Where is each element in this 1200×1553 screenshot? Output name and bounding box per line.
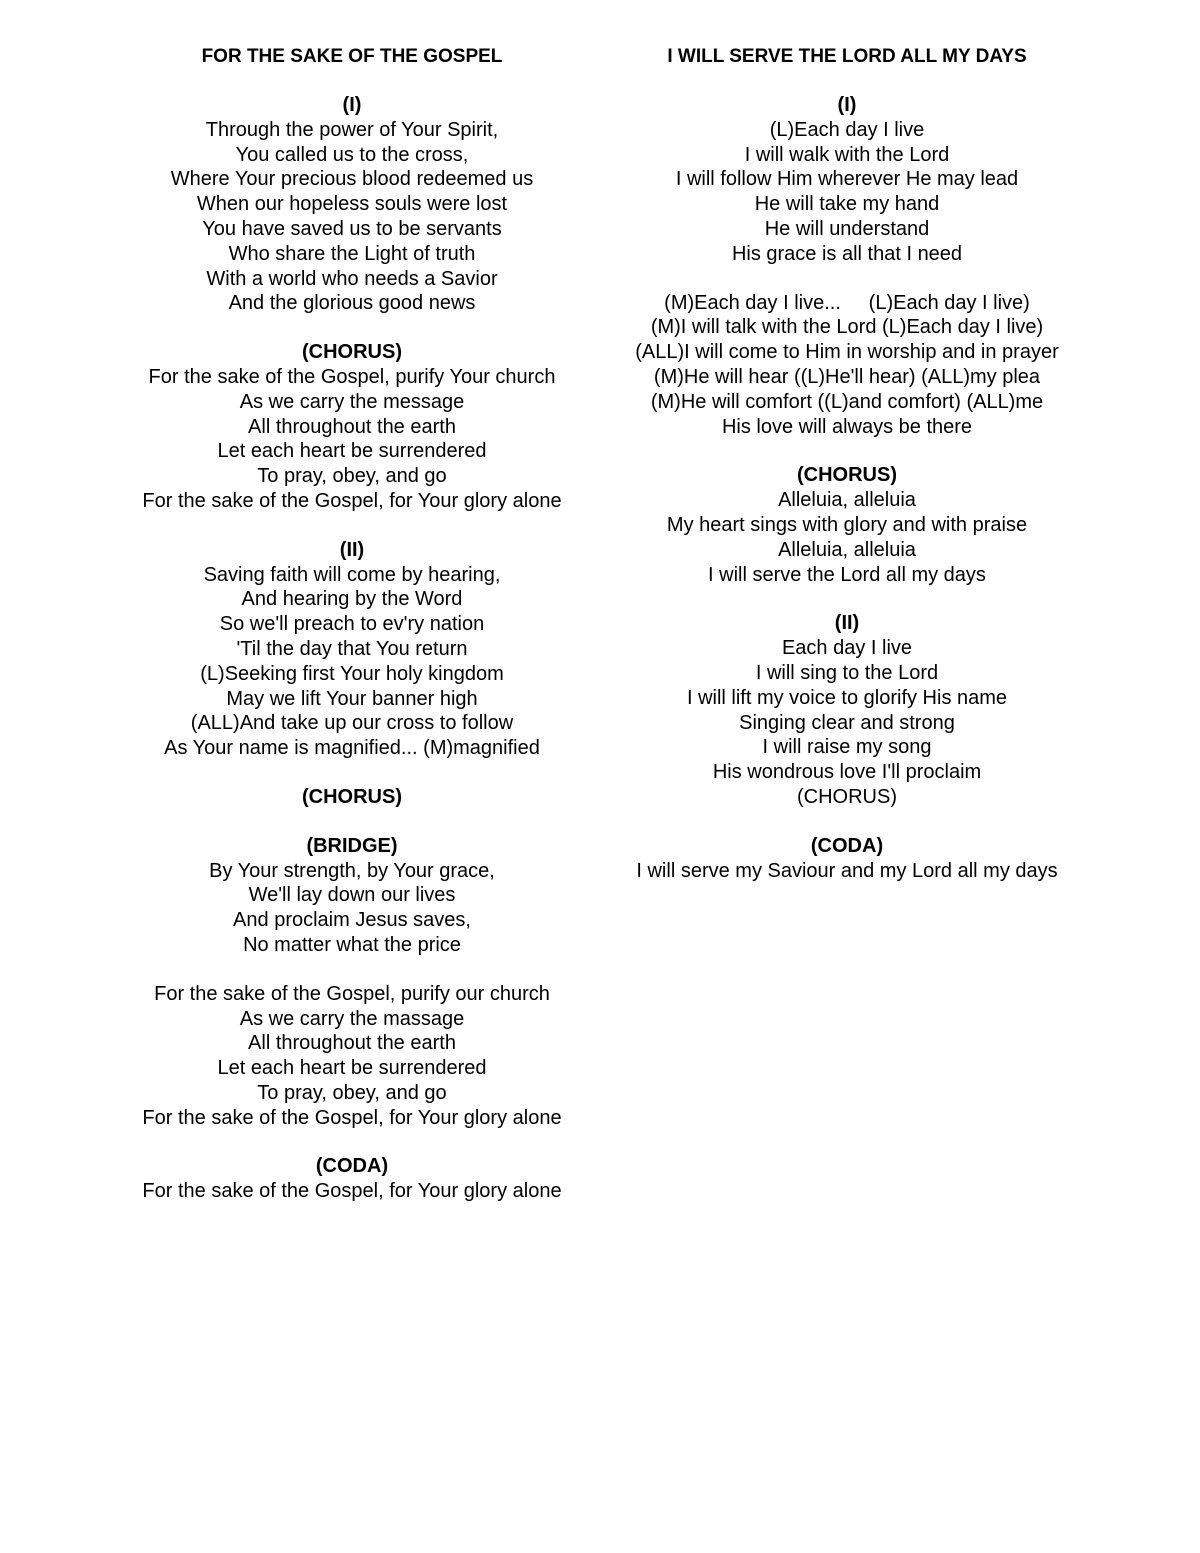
section-heading: (I) xyxy=(342,94,362,116)
lyric-line: To pray, obey, and go xyxy=(257,1081,447,1104)
lyric-section-bridge xyxy=(140,834,564,958)
section-heading: (CHORUS) xyxy=(302,341,402,364)
lyric-section-ii xyxy=(140,538,564,761)
lyric-section-continuation xyxy=(632,291,1062,440)
lyric-section-chorus xyxy=(632,463,1062,587)
section-heading: (BRIDGE) xyxy=(306,834,398,857)
lyric-line: His wondrous love I'll proclaim xyxy=(712,761,982,784)
lyric-line: Singing clear and strong xyxy=(739,711,955,734)
lyric-line: He will understand xyxy=(764,217,930,240)
lyric-line: I will serve the Lord all my days xyxy=(708,563,986,586)
lyric-line: For the sake of the Gospel, purify our church xyxy=(154,982,550,1005)
lyric-line: I will serve my Saviour and my Lord all my days xyxy=(636,859,1058,882)
lyric-line: As we carry the massage xyxy=(239,1007,465,1030)
lyric-section-chorus xyxy=(140,340,564,514)
lyric-line: (ALL)And take up our cross to follow xyxy=(190,712,514,735)
lyric-line: I will walk with the Lord xyxy=(744,143,950,166)
lyric-line: Each day I live xyxy=(781,637,913,660)
lyric-line: For the sake of the Gospel, for Your glory alone xyxy=(142,1106,562,1129)
lyric-section-ii xyxy=(632,611,1062,809)
lyric-section-chorus xyxy=(140,785,564,810)
lyric-line: For the sake of the Gospel, for Your glory alone xyxy=(142,1180,562,1203)
song-column-left xyxy=(140,44,564,1228)
song-title: I WILL SERVE THE LORD ALL MY DAYS xyxy=(667,46,1027,67)
lyric-line: (M)He will hear ((L)He'll hear) (ALL)my plea xyxy=(653,365,1041,388)
lyric-line: For the sake of the Gospel, purify Your church xyxy=(148,365,556,388)
lyric-section-continuation xyxy=(140,982,564,1131)
lyric-line: He will take my hand xyxy=(754,193,940,216)
section-heading: (CODA) xyxy=(315,1155,389,1178)
lyric-line: Let each heart be surrendered xyxy=(217,1057,487,1080)
lyric-line: Saving faith will come by hearing, xyxy=(203,563,501,586)
section-heading: (II) xyxy=(339,538,365,561)
lyric-line: No matter what the price xyxy=(243,933,461,956)
section-heading: (I) xyxy=(837,94,857,116)
section-heading: (II) xyxy=(834,612,860,635)
lyric-line: I will raise my song xyxy=(762,736,932,759)
lyric-line: By Your strength, by Your grace, xyxy=(209,859,495,882)
lyric-section-coda xyxy=(140,1154,564,1204)
lyric-line: My heart sings with glory and with praise xyxy=(666,513,1028,536)
lyric-line: Who share the Light of truth xyxy=(228,242,476,265)
lyric-line: (M)He will comfort ((L)and comfort) (ALL)me xyxy=(650,390,1044,413)
lyric-section-i xyxy=(140,93,564,316)
lyric-line: And proclaim Jesus saves, xyxy=(233,909,471,932)
lyric-line: We'll lay down our lives xyxy=(248,884,456,907)
lyric-line: (ALL)I will come to Him in worship and in prayer xyxy=(635,341,1059,364)
lyric-line: All throughout the earth xyxy=(248,1032,456,1055)
lyric-line: Alleluia, alleluia xyxy=(778,489,916,512)
lyric-line: 'Til the day that You return xyxy=(236,637,468,660)
lyric-line: So we'll preach to ev'ry nation xyxy=(219,613,485,636)
lyric-line: (L)Seeking first Your holy kingdom xyxy=(200,662,504,685)
lyric-line: To pray, obey, and go xyxy=(257,465,447,488)
lyric-line: You have saved us to be servants xyxy=(202,217,502,240)
lyric-line: I will follow Him wherever He may lead xyxy=(675,168,1019,191)
lyric-line: When our hopeless souls were lost xyxy=(196,193,508,216)
section-heading: (CHORUS) xyxy=(302,785,402,808)
section-heading: (CHORUS) xyxy=(797,464,897,487)
lyric-line: As we carry the message xyxy=(239,390,465,413)
lyric-line: All throughout the earth xyxy=(248,415,456,438)
lyric-line: Let each heart be surrendered xyxy=(217,440,487,463)
lyric-line: And the glorious good news xyxy=(228,292,476,315)
lyric-line: And hearing by the Word xyxy=(241,588,463,611)
lyric-line: (M)Each day I live... (L)Each day I live) xyxy=(664,291,1030,314)
song-title: FOR THE SAKE OF THE GOSPEL xyxy=(201,46,503,67)
song-column-right xyxy=(632,44,1062,907)
lyric-line: Through the power of Your Spirit, xyxy=(205,118,499,141)
lyric-line: With a world who needs a Savior xyxy=(206,267,498,290)
section-heading: (CODA) xyxy=(810,834,884,857)
lyric-line: I will sing to the Lord xyxy=(755,661,939,684)
lyric-line: (CHORUS) xyxy=(797,785,897,808)
lyric-line: May we lift Your banner high xyxy=(226,687,478,710)
lyric-line: You called us to the cross, xyxy=(235,143,469,166)
lyric-line: Where Your precious blood redeemed us xyxy=(170,168,534,191)
lyric-line: Alleluia, alleluia xyxy=(778,538,916,561)
lyric-section-i xyxy=(632,93,1062,267)
lyric-line: As Your name is magnified... (M)magnified xyxy=(164,737,540,760)
lyric-line: I will lift my voice to glorify His name xyxy=(686,686,1008,709)
lyric-line: (M)I will talk with the Lord (L)Each day I live) xyxy=(650,316,1044,339)
lyric-line: His love will always be there xyxy=(721,415,973,438)
lyric-line: His grace is all that I need xyxy=(731,242,963,265)
lyric-section-coda xyxy=(632,834,1062,884)
lyric-line: For the sake of the Gospel, for Your glory alone xyxy=(142,489,562,512)
lyric-line: (L)Each day I live xyxy=(769,118,925,141)
